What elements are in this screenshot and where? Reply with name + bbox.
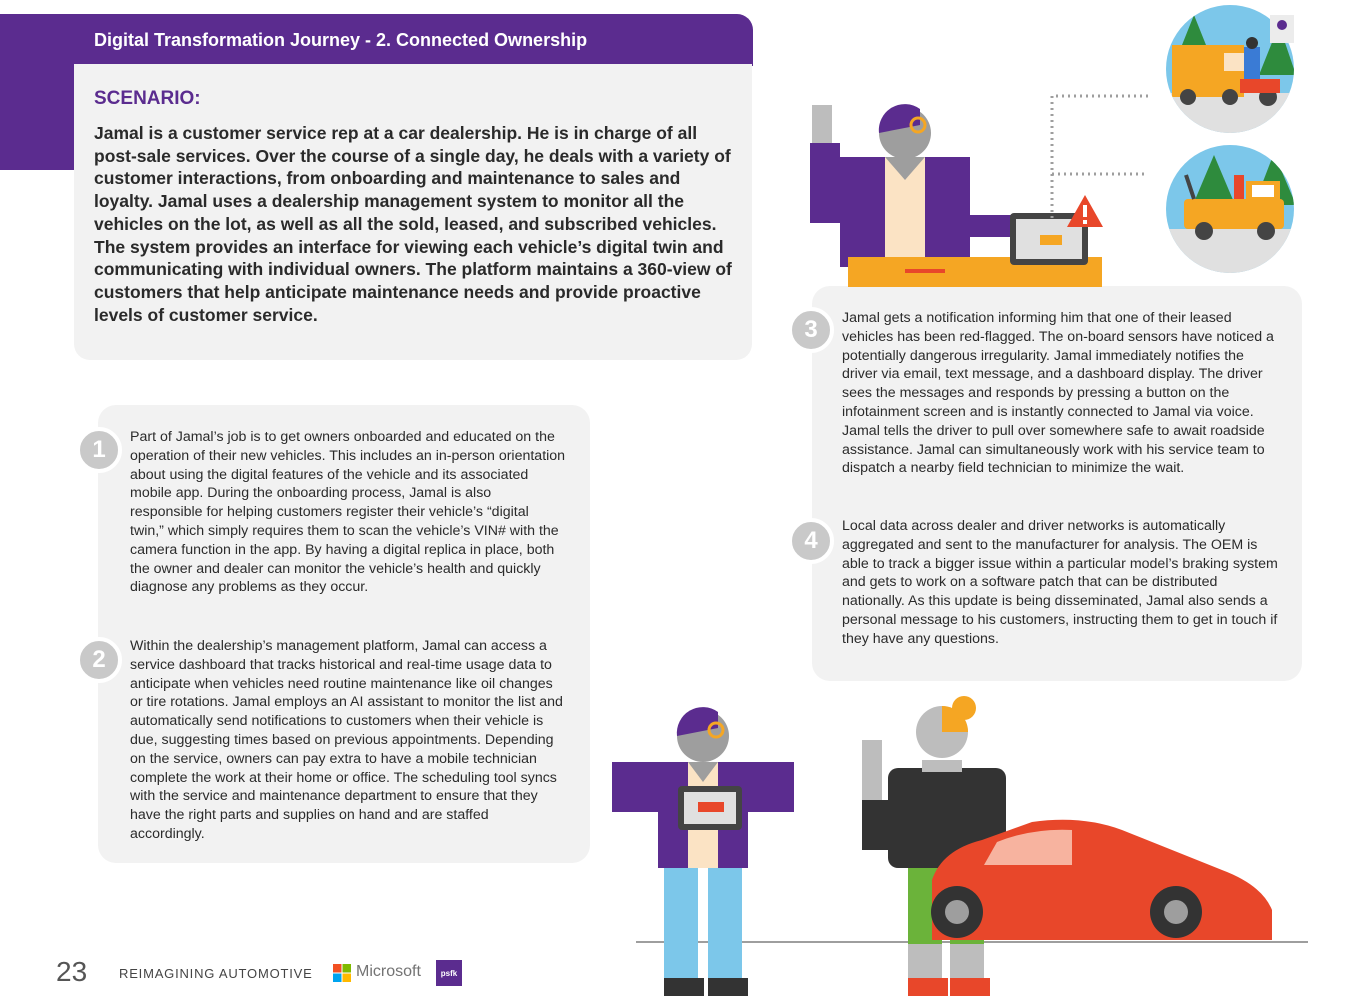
page-title: Digital Transformation Journey - 2. Connected Ownership [94,30,588,50]
technician-van-icon [1164,5,1296,133]
step-text-1: Part of Jamal’s job is to get owners onboarded and educated on the operation of their new vehicles. This includes an in-person orientation about using the digital features of the vehicle and its associated mobile app. During the onboarding process, Jamal is also responsible for helping customers register their vehicle’s “digital twin,” which simply requires them to scan the vehicle’s VIN# with the camera function in the app. By having a digital replica in place, both the owner and dealer can monitor the vehicle’s health and quickly diagnose any problems as they occur. [130,429,566,596]
handover-illustration [612,690,1312,1000]
psfk-logo: psfk [436,960,462,986]
scenario-label: SCENARIO: [94,88,201,109]
page-number: 23 [56,956,88,987]
step-badge-2: 2 [76,637,122,683]
tow-truck-icon [1164,145,1296,273]
scenario-text: Jamal is a customer service rep at a car dealership. He is in charge of all post-sale services. Over the course of a single day, he deals with a variety of customer interactions, from onboarding and maintenance to sales and loyalty. Jamal uses a dealership management system to monitor all the vehicles on the lot, as well as all the sold, leased, and subscribed vehicles. The system provides an interface for viewing each vehicle’s digital twin and communicating with individual owners. The platform maintains a 360-view of customers that help anticipate maintenance needs and provide proactive levels of customer service. [94,123,732,325]
microsoft-logo-icon [333,964,351,982]
step-badge-1: 1 [76,427,122,473]
dotted-connector [1048,92,1152,222]
publication-label: REIMAGINING AUTOMOTIVE [119,966,313,981]
step-badge-4: 4 [788,518,834,564]
step-text-4: Local data across dealer and driver networks is automatically aggregated and sent to the manufacturer for analysis. The OEM is able to track a bigger issue within a particular model’s braking system and gets to work on a software patch that can be distributed nationally. As this update is being disseminated, Jamal also sends a personal message to his customers, instructing them to get in touch if they have any questions. [842,518,1278,647]
microsoft-wordmark: Microsoft [356,963,421,980]
step-badge-3: 3 [788,307,834,353]
step-text-2: Within the dealership’s management platform, Jamal can access a service dashboard that tracks historical and real-time usage data to anticipate when vehicles need routine maintenance like oil changes or tire rotations. Jamal employs an AI assistant to monitor the list and automatically send notifications to customers when their vehicle is due, suggesting times based on previous appointments. Depending on the service, owners can pay extra to have a mobile technician complete the work at their home or office. The scheduling tool syncs with the service and maintenance department to ensure that they have the right parts and supplies on hand and are staffed accordingly. [130,638,563,842]
step-text-3: Jamal gets a notification informing him that one of their leased vehicles has been red-flagged. The on-board sensors have noticed a potentially dangerous irregularity. Jamal immediately notifies the driver via email, text message, and a dashboard display. The driver sees the messages and responds by pressing a button on the infotainment screen and is instantly connected to Jamal via voice. Jamal tells the driver to pull over somewhere safe to await roadside assistance. Jamal can simultaneously work with his service team to dispatch a nearby field technician to minimize the wait. [842,310,1274,477]
